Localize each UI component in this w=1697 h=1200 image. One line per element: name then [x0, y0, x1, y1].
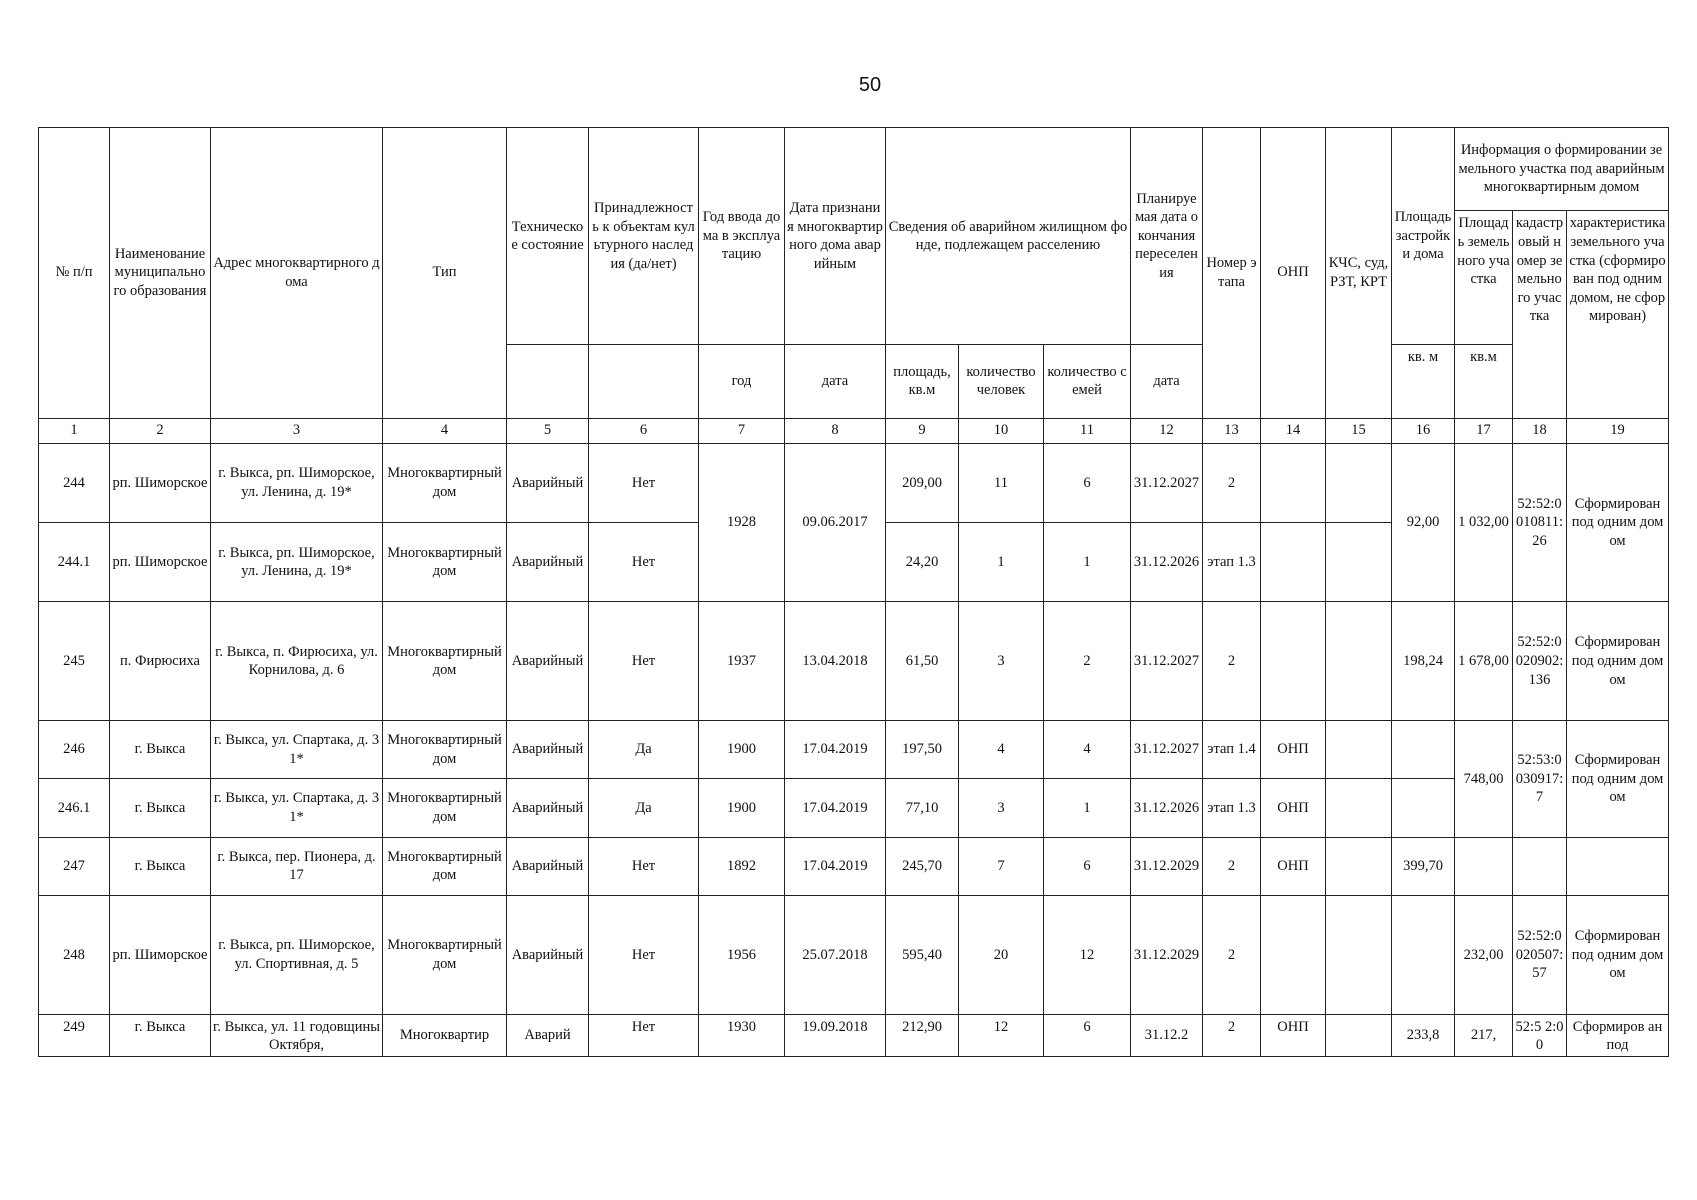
cell-state: Аварийный: [507, 721, 589, 779]
cell-families: 4: [1044, 721, 1131, 779]
cell-families: 6: [1044, 1014, 1131, 1056]
header-land-info: Информация о формировании земельного участка под аварийным многоквартирным домом: [1455, 128, 1669, 211]
cell-stage: этап 1.3: [1203, 779, 1261, 837]
cell-people: 12: [959, 1014, 1044, 1056]
col-number: 16: [1392, 418, 1455, 443]
cell-type: Многоквартирный дом: [383, 837, 507, 895]
col-number: 17: [1455, 418, 1513, 443]
header-area-sqm: площадь, кв.м: [886, 345, 959, 418]
header-stage-no: Номер этапа: [1203, 128, 1261, 419]
cell-people: 3: [959, 602, 1044, 721]
col-number: 6: [589, 418, 699, 443]
cell-kchs: [1326, 779, 1392, 837]
col-number: 3: [211, 418, 383, 443]
cell-npp: 247: [39, 837, 110, 895]
cell-municipality: г. Выкса: [110, 837, 211, 895]
cell-onp: [1261, 443, 1326, 522]
cell-year: 1892: [699, 837, 785, 895]
cell-land-char: [1567, 837, 1669, 895]
cell-land-char: Сформиров ан под: [1567, 1014, 1669, 1056]
table-row: [39, 1014, 1669, 1056]
cell-municipality: рп. Шиморское: [110, 523, 211, 602]
cell-stage: 2: [1203, 1014, 1261, 1056]
cell-onp: [1261, 602, 1326, 721]
header-onp: ОНП: [1261, 128, 1326, 419]
header-families: количество семей: [1044, 345, 1131, 418]
cell-state: Аварийный: [507, 523, 589, 602]
cell-municipality: п. Фирюсиха: [110, 602, 211, 721]
cell-date: 13.04.2018: [785, 602, 886, 721]
cell-onp: [1261, 523, 1326, 602]
col-number: 15: [1326, 418, 1392, 443]
cell-state: Аварий: [507, 1014, 589, 1056]
cell-heritage: Нет: [589, 1014, 699, 1056]
header-npp: № п/п: [39, 128, 110, 419]
cell-people: 4: [959, 721, 1044, 779]
table-row: [39, 837, 1669, 895]
header-planned-end: Планируемая дата окончания переселения: [1131, 128, 1203, 345]
cell-kchs: [1326, 721, 1392, 779]
cell-kchs: [1326, 895, 1392, 1014]
cell-kchs: [1326, 1014, 1392, 1056]
cell-area: 61,50: [886, 602, 959, 721]
col-number: 7: [699, 418, 785, 443]
cell-year: 1900: [699, 721, 785, 779]
cell-state: Аварийный: [507, 895, 589, 1014]
cell-type: Многоквартирный дом: [383, 895, 507, 1014]
cell-address: г. Выкса, ул. 11 годовщины Октября,: [211, 1014, 383, 1056]
cell-kchs: [1326, 602, 1392, 721]
cell-area: 24,20: [886, 523, 959, 602]
header-date: дата: [785, 345, 886, 418]
cell-cadastral: [1513, 837, 1567, 895]
cell-year: 1930: [699, 1014, 785, 1056]
cell-year: 1900: [699, 779, 785, 837]
cell-people: 11: [959, 443, 1044, 522]
cell-cadastral: 52:52:0020902:136: [1513, 602, 1567, 721]
cell-npp: 249: [39, 1014, 110, 1056]
cell-kchs: [1326, 523, 1392, 602]
header-date-emergency: Дата признания многоквартирного дома аварийным: [785, 128, 886, 345]
cell-area: 209,00: [886, 443, 959, 522]
cell-date: 17.04.2019: [785, 721, 886, 779]
cell-people: 1: [959, 523, 1044, 602]
cell-type: Многоквартирный дом: [383, 523, 507, 602]
col-number: 8: [785, 418, 886, 443]
cell-date: 17.04.2019: [785, 779, 886, 837]
cell-state: Аварийный: [507, 837, 589, 895]
header-address: Адрес многоквартирного дома: [211, 128, 383, 419]
header-people: количество человек: [959, 345, 1044, 418]
cell-municipality: рп. Шиморское: [110, 895, 211, 1014]
cell-planned-date: 31.12.2: [1131, 1014, 1203, 1056]
col-number: 11: [1044, 418, 1131, 443]
cell-planned-date: 31.12.2026: [1131, 523, 1203, 602]
cell-cadastral: 52:52:0020507:57: [1513, 895, 1567, 1014]
cell-year: 1937: [699, 602, 785, 721]
cell-date: 17.04.2019: [785, 837, 886, 895]
header-type: Тип: [383, 128, 507, 419]
table-row: [39, 602, 1669, 721]
col-number: 18: [1513, 418, 1567, 443]
cell-planned-date: 31.12.2029: [1131, 837, 1203, 895]
cell-families: 1: [1044, 523, 1131, 602]
cell-npp: 244: [39, 443, 110, 522]
cell-year: 1956: [699, 895, 785, 1014]
cell-state: Аварийный: [507, 602, 589, 721]
col-number: 12: [1131, 418, 1203, 443]
cell-address: г. Выкса, рп. Шиморское, ул. Спортивная, д. 5: [211, 895, 383, 1014]
cell-type: Многоквартирный дом: [383, 602, 507, 721]
cell-building-area: [1392, 895, 1455, 1014]
header-year: год: [699, 345, 785, 418]
col-number: 5: [507, 418, 589, 443]
cell-kchs: [1326, 837, 1392, 895]
cell-land-area: 232,00: [1455, 895, 1513, 1014]
cell-address: г. Выкса, рп. Шиморское, ул. Ленина, д. 19*: [211, 443, 383, 522]
cell-onp: ОНП: [1261, 837, 1326, 895]
cell-people: 7: [959, 837, 1044, 895]
cell-land-char: Сформирован под одним домом: [1567, 443, 1669, 602]
page-number: 50: [858, 74, 882, 96]
col-number: 9: [886, 418, 959, 443]
cell-planned-date: 31.12.2029: [1131, 895, 1203, 1014]
emergency-housing-table: [38, 127, 1669, 1057]
table-row: [39, 895, 1669, 1014]
cell-land-char: Сформирован под одним домом: [1567, 721, 1669, 838]
cell-onp: ОНП: [1261, 779, 1326, 837]
cell-municipality: г. Выкса: [110, 779, 211, 837]
cell-land-area: 1 032,00: [1455, 443, 1513, 602]
cell-npp: 246.1: [39, 779, 110, 837]
col-number: 2: [110, 418, 211, 443]
header-municipality: Наименование муниципального образования: [110, 128, 211, 419]
cell-type: Многоквартирный дом: [383, 443, 507, 522]
table-row: [39, 779, 1669, 837]
cell-area: 77,10: [886, 779, 959, 837]
column-number-row: [39, 418, 1669, 443]
header-year-in-use: Год ввода дома в эксплуатацию: [699, 128, 785, 345]
cell-families: 1: [1044, 779, 1131, 837]
cell-state: Аварийный: [507, 443, 589, 522]
cell-planned-date: 31.12.2027: [1131, 602, 1203, 721]
cell-building-area: 198,24: [1392, 602, 1455, 721]
cell-onp: [1261, 895, 1326, 1014]
cell-cadastral: 52:53:0030917:7: [1513, 721, 1567, 838]
cell-kchs: [1326, 443, 1392, 522]
cell-npp: 246: [39, 721, 110, 779]
cell-municipality: г. Выкса: [110, 1014, 211, 1056]
cell-heritage: Да: [589, 721, 699, 779]
cell-npp: 248: [39, 895, 110, 1014]
cell-date: 25.07.2018: [785, 895, 886, 1014]
table-row: [39, 721, 1669, 779]
col-number: 19: [1567, 418, 1669, 443]
cell-municipality: г. Выкса: [110, 721, 211, 779]
header-cadastral: кадастровый номер земельного участка: [1513, 211, 1567, 418]
cell-stage: 2: [1203, 602, 1261, 721]
cell-type: Многоквартирный дом: [383, 721, 507, 779]
header-date2: дата: [1131, 345, 1203, 418]
header-info-group: Сведения об аварийном жилищном фонде, подлежащем расселению: [886, 128, 1131, 345]
header-sqm: кв. м: [1392, 345, 1455, 418]
cell-building-area: 233,8: [1392, 1014, 1455, 1056]
cell-area: 197,50: [886, 721, 959, 779]
cell-stage: 2: [1203, 837, 1261, 895]
cell-families: 2: [1044, 602, 1131, 721]
cell-families: 6: [1044, 837, 1131, 895]
cell-building-area: 399,70: [1392, 837, 1455, 895]
cell-land-area: [1455, 837, 1513, 895]
cell-stage: этап 1.3: [1203, 523, 1261, 602]
cell-municipality: рп. Шиморское: [110, 443, 211, 522]
cell-stage: этап 1.4: [1203, 721, 1261, 779]
cell-state: Аварийный: [507, 779, 589, 837]
cell-heritage: Нет: [589, 523, 699, 602]
cell-land-char: Сформирован под одним домом: [1567, 602, 1669, 721]
cell-type: Многоквартирный дом: [383, 779, 507, 837]
cell-area: 595,40: [886, 895, 959, 1014]
col-number: 4: [383, 418, 507, 443]
cell-npp: 245: [39, 602, 110, 721]
cell-address: г. Выкса, п. Фирюсиха, ул. Корнилова, д. 6: [211, 602, 383, 721]
cell-planned-date: 31.12.2027: [1131, 443, 1203, 522]
cell-stage: 2: [1203, 895, 1261, 1014]
cell-families: 6: [1044, 443, 1131, 522]
cell-address: г. Выкса, ул. Спартака, д. 31*: [211, 721, 383, 779]
cell-building-area: [1392, 721, 1455, 779]
cell-stage: 2: [1203, 443, 1261, 522]
cell-cadastral: 52:52:0010811:26: [1513, 443, 1567, 602]
cell-land-char: Сформирован под одним домом: [1567, 895, 1669, 1014]
cell-people: 3: [959, 779, 1044, 837]
header-land-area: Площадь земельного участка: [1455, 211, 1513, 345]
cell-heritage: Нет: [589, 602, 699, 721]
cell-heritage: Нет: [589, 837, 699, 895]
col-number: 14: [1261, 418, 1326, 443]
cell-land-area: 748,00: [1455, 721, 1513, 838]
cell-building-area: 92,00: [1392, 443, 1455, 602]
cell-address: г. Выкса, рп. Шиморское, ул. Ленина, д. 19*: [211, 523, 383, 602]
cell-land-area: 1 678,00: [1455, 602, 1513, 721]
header-kchs: КЧС, суд, РЗТ, КРТ: [1326, 128, 1392, 419]
cell-planned-date: 31.12.2027: [1131, 721, 1203, 779]
cell-npp: 244.1: [39, 523, 110, 602]
cell-building-area: [1392, 779, 1455, 837]
col-number: 1: [39, 418, 110, 443]
header-sqm2: кв.м: [1455, 345, 1513, 418]
col-number: 10: [959, 418, 1044, 443]
cell-onp: ОНП: [1261, 721, 1326, 779]
cell-families: 12: [1044, 895, 1131, 1014]
cell-cadastral: 52:5 2:00: [1513, 1014, 1567, 1056]
cell-heritage: Нет: [589, 895, 699, 1014]
cell-type: Многоквартир: [383, 1014, 507, 1056]
header-heritage: Принадлежность к объектам культурного наследия (да/нет): [589, 128, 699, 345]
cell-year: 1928: [699, 443, 785, 602]
cell-onp: ОНП: [1261, 1014, 1326, 1056]
cell-address: г. Выкса, пер. Пионера, д. 17: [211, 837, 383, 895]
header-land-char: характеристика земельного участка (сформирован под одним домом, не сформирован): [1567, 211, 1669, 418]
cell-people: 20: [959, 895, 1044, 1014]
cell-land-area: 217,: [1455, 1014, 1513, 1056]
cell-address: г. Выкса, ул. Спартака, д. 31*: [211, 779, 383, 837]
cell-date: 09.06.2017: [785, 443, 886, 602]
table-row: [39, 443, 1669, 522]
col-number: 13: [1203, 418, 1261, 443]
cell-area: 245,70: [886, 837, 959, 895]
cell-heritage: Нет: [589, 443, 699, 522]
cell-planned-date: 31.12.2026: [1131, 779, 1203, 837]
cell-heritage: Да: [589, 779, 699, 837]
header-tech-state: Техническое состояние: [507, 128, 589, 345]
cell-date: 19.09.2018: [785, 1014, 886, 1056]
cell-area: 212,90: [886, 1014, 959, 1056]
header-building-area: Площадь застройки дома: [1392, 128, 1455, 345]
